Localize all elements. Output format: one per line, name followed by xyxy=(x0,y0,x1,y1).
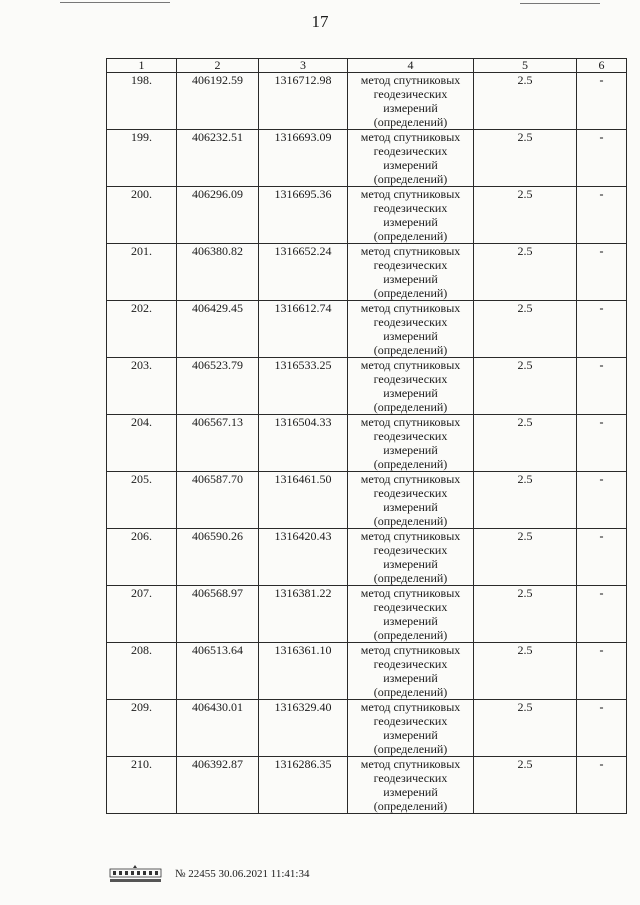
document-footer xyxy=(108,864,309,884)
accuracy-cell: 2.5 xyxy=(474,358,577,415)
method-line: измерений xyxy=(383,557,438,571)
point-number-cell: 199. xyxy=(107,130,177,187)
column-header: 6 xyxy=(577,59,627,73)
x-coordinate-cell: 406587.70 xyxy=(177,472,259,529)
method-line: измерений xyxy=(383,101,438,115)
x-coordinate-cell: 406513.64 xyxy=(177,643,259,700)
table-header-row xyxy=(107,59,627,73)
table-row xyxy=(107,472,627,529)
table-row xyxy=(107,130,627,187)
method-line: измерений xyxy=(383,215,438,229)
point-number-cell: 202. xyxy=(107,301,177,358)
y-coordinate-cell: 1316420.43 xyxy=(259,529,348,586)
method-line: геодезических xyxy=(373,372,448,386)
note-cell: - xyxy=(577,244,627,301)
x-coordinate-cell: 406232.51 xyxy=(177,130,259,187)
note-cell: - xyxy=(577,472,627,529)
table-row xyxy=(107,73,627,130)
method-cell xyxy=(348,358,474,415)
table-row xyxy=(107,529,627,586)
point-number-cell: 208. xyxy=(107,643,177,700)
page-number: 17 xyxy=(311,12,329,31)
method-cell xyxy=(348,472,474,529)
method-line: метод спутниковых xyxy=(360,130,461,144)
table-row xyxy=(107,757,627,814)
method-line: метод спутниковых xyxy=(360,187,461,201)
y-coordinate-cell: 1316361.10 xyxy=(259,643,348,700)
table-row xyxy=(107,586,627,643)
note-cell: - xyxy=(577,643,627,700)
note-cell: - xyxy=(577,586,627,643)
method-line: геодезических xyxy=(373,486,448,500)
method-line: метод спутниковых xyxy=(360,472,461,486)
method-cell xyxy=(348,643,474,700)
point-number-cell: 209. xyxy=(107,700,177,757)
registry-building-stamp-icon xyxy=(108,864,163,884)
y-coordinate-cell: 1316381.22 xyxy=(259,586,348,643)
table-row xyxy=(107,643,627,700)
y-coordinate-cell: 1316712.98 xyxy=(259,73,348,130)
accuracy-cell: 2.5 xyxy=(474,757,577,814)
accuracy-cell: 2.5 xyxy=(474,301,577,358)
method-cell xyxy=(348,73,474,130)
method-line: геодезических xyxy=(373,600,448,614)
column-header: 3 xyxy=(259,59,348,73)
method-line: метод спутниковых xyxy=(360,757,461,771)
method-cell xyxy=(348,586,474,643)
table-row xyxy=(107,415,627,472)
accuracy-cell: 2.5 xyxy=(474,244,577,301)
y-coordinate-cell: 1316329.40 xyxy=(259,700,348,757)
method-line: геодезических xyxy=(373,714,448,728)
point-number-cell: 203. xyxy=(107,358,177,415)
method-line: геодезических xyxy=(373,258,448,272)
method-line: (определений) xyxy=(373,229,448,243)
note-cell: - xyxy=(577,358,627,415)
note-cell: - xyxy=(577,130,627,187)
method-line: измерений xyxy=(383,614,438,628)
point-number-cell: 206. xyxy=(107,529,177,586)
column-header: 1 xyxy=(107,59,177,73)
accuracy-cell: 2.5 xyxy=(474,415,577,472)
method-cell xyxy=(348,700,474,757)
method-line: метод спутниковых xyxy=(360,643,461,657)
method-line: (определений) xyxy=(373,115,448,129)
method-line: измерений xyxy=(383,500,438,514)
point-number-cell: 205. xyxy=(107,472,177,529)
scan-artifact xyxy=(520,3,600,4)
y-coordinate-cell: 1316693.09 xyxy=(259,130,348,187)
method-line: (определений) xyxy=(373,628,448,642)
method-line: метод спутниковых xyxy=(360,244,461,258)
point-number-cell: 201. xyxy=(107,244,177,301)
method-line: геодезических xyxy=(373,543,448,557)
x-coordinate-cell: 406429.45 xyxy=(177,301,259,358)
accuracy-cell: 2.5 xyxy=(474,643,577,700)
note-cell: - xyxy=(577,700,627,757)
table-row xyxy=(107,301,627,358)
column-header: 2 xyxy=(177,59,259,73)
table-row xyxy=(107,700,627,757)
x-coordinate-cell: 406568.97 xyxy=(177,586,259,643)
method-line: (определений) xyxy=(373,571,448,585)
method-line: измерений xyxy=(383,728,438,742)
method-line: измерений xyxy=(383,671,438,685)
accuracy-cell: 2.5 xyxy=(474,187,577,244)
x-coordinate-cell: 406523.79 xyxy=(177,358,259,415)
note-cell: - xyxy=(577,757,627,814)
scan-artifact xyxy=(60,2,170,3)
method-cell xyxy=(348,757,474,814)
method-line: измерений xyxy=(383,272,438,286)
method-line: (определений) xyxy=(373,172,448,186)
method-cell xyxy=(348,244,474,301)
accuracy-cell: 2.5 xyxy=(474,130,577,187)
method-line: (определений) xyxy=(373,514,448,528)
method-line: метод спутниковых xyxy=(360,700,461,714)
y-coordinate-cell: 1316504.33 xyxy=(259,415,348,472)
y-coordinate-cell: 1316461.50 xyxy=(259,472,348,529)
method-line: (определений) xyxy=(373,685,448,699)
x-coordinate-cell: 406590.26 xyxy=(177,529,259,586)
note-cell: - xyxy=(577,73,627,130)
accuracy-cell: 2.5 xyxy=(474,73,577,130)
note-cell: - xyxy=(577,187,627,244)
x-coordinate-cell: 406567.13 xyxy=(177,415,259,472)
x-coordinate-cell: 406392.87 xyxy=(177,757,259,814)
method-line: измерений xyxy=(383,785,438,799)
method-line: измерений xyxy=(383,443,438,457)
table-row xyxy=(107,244,627,301)
method-line: геодезических xyxy=(373,201,448,215)
accuracy-cell: 2.5 xyxy=(474,700,577,757)
method-line: геодезических xyxy=(373,315,448,329)
y-coordinate-cell: 1316652.24 xyxy=(259,244,348,301)
x-coordinate-cell: 406380.82 xyxy=(177,244,259,301)
method-line: (определений) xyxy=(373,400,448,414)
y-coordinate-cell: 1316695.36 xyxy=(259,187,348,244)
y-coordinate-cell: 1316533.25 xyxy=(259,358,348,415)
method-line: (определений) xyxy=(373,343,448,357)
accuracy-cell: 2.5 xyxy=(474,586,577,643)
method-line: геодезических xyxy=(373,771,448,785)
method-line: (определений) xyxy=(373,742,448,756)
method-line: метод спутниковых xyxy=(360,586,461,600)
column-header: 4 xyxy=(348,59,474,73)
method-line: измерений xyxy=(383,158,438,172)
accuracy-cell: 2.5 xyxy=(474,472,577,529)
method-line: геодезических xyxy=(373,657,448,671)
point-number-cell: 210. xyxy=(107,757,177,814)
point-number-cell: 198. xyxy=(107,73,177,130)
table-row xyxy=(107,187,627,244)
method-line: измерений xyxy=(383,386,438,400)
method-cell xyxy=(348,130,474,187)
x-coordinate-cell: 406430.01 xyxy=(177,700,259,757)
x-coordinate-cell: 406296.09 xyxy=(177,187,259,244)
method-cell xyxy=(348,187,474,244)
registration-stamp-text: № 22455 30.06.2021 11:41:34 xyxy=(175,868,310,880)
x-coordinate-cell: 406192.59 xyxy=(177,73,259,130)
method-line: геодезических xyxy=(373,429,448,443)
note-cell: - xyxy=(577,301,627,358)
method-line: (определений) xyxy=(373,286,448,300)
method-cell xyxy=(348,529,474,586)
method-line: геодезических xyxy=(373,87,448,101)
method-line: метод спутниковых xyxy=(360,358,461,372)
point-number-cell: 207. xyxy=(107,586,177,643)
coordinates-table xyxy=(106,58,627,814)
y-coordinate-cell: 1316286.35 xyxy=(259,757,348,814)
note-cell: - xyxy=(577,529,627,586)
method-line: метод спутниковых xyxy=(360,529,461,543)
y-coordinate-cell: 1316612.74 xyxy=(259,301,348,358)
column-header: 5 xyxy=(474,59,577,73)
table-row xyxy=(107,358,627,415)
table-body xyxy=(107,73,627,814)
method-line: метод спутниковых xyxy=(360,301,461,315)
method-line: (определений) xyxy=(373,457,448,471)
point-number-cell: 200. xyxy=(107,187,177,244)
method-line: геодезических xyxy=(373,144,448,158)
method-line: измерений xyxy=(383,329,438,343)
method-line: (определений) xyxy=(373,799,448,813)
note-cell: - xyxy=(577,415,627,472)
method-cell xyxy=(348,301,474,358)
method-line: метод спутниковых xyxy=(360,415,461,429)
method-line: метод спутниковых xyxy=(360,73,461,87)
method-cell xyxy=(348,415,474,472)
point-number-cell: 204. xyxy=(107,415,177,472)
accuracy-cell: 2.5 xyxy=(474,529,577,586)
